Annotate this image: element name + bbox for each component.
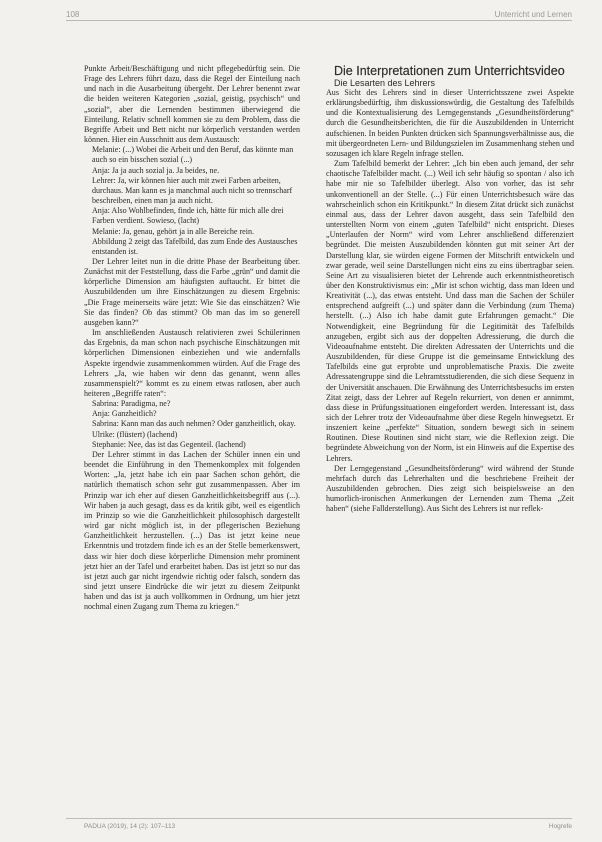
journal-citation: PADUA (2019), 14 (2): 107–113	[84, 823, 176, 830]
subsection-heading: Die Lesarten des Lehrers	[334, 78, 436, 88]
left-column	[84, 64, 300, 612]
dialogue-line: Abbildung 2 zeigt das Tafelbild, das zum Ende des Austausches entstanden ist.	[92, 236, 298, 256]
header-rule	[66, 20, 572, 21]
body-paragraph: Punkte Arbeit/Beschäftigung und nicht pflegebedürftig sein. Die Frage des Lehrers führt dazu, dass die Regel der Einteilung nach und nach in die Ausarbeitung übergeht. Der Lehrer benennt zwar die beiden weiteren Kategorien „sozial, geistig, psychisch“ und „sozial“, aber die Lernenden bestimmen überwiegend die Einteilung. Relativ schnell kommen sie zu dem Problem, dass die Begriffe Arbeit und Bett nicht nur körperlich verstanden werden können. Hier ein Ausschnitt aus dem Austausch:	[84, 64, 300, 145]
body-paragraph: Im anschließenden Austausch relativieren zwei Schülerinnen das Ergebnis, da man schon nach psychische Einschätzungen mit körperlichen Dimensionen einbeziehen und wie andernfalls Aspekte irgendwie zusammenkommen würden. Auf die Frage des Lehrers „Ja, wie haben wir denn das genannt, wenn alles zusammenspielt?“ kommt es zu einem etwas ratlosen, aber auch heiteren „Begriffe raten“:	[84, 328, 300, 398]
dialogue-line: Sabrina: Kann man das auch nehmen? Oder ganzheitlich, okay.	[92, 419, 296, 429]
body-paragraph: Der Lehrer leitet nun in die dritte Phase der Bearbeitung über. Zunächst mit der Feststellung, dass die Farbe „grün“ und damit die körperliche Dimension am häufigsten auftaucht. Er bittet die Auszubildenden um ihre Einschätzungen zu diesem Ergebnis: „Die Frage meinerseits wäre jetzt: Wie Sie das einschätzen? Wie Sie das finden? Ob das stimmt? Ob man das im so generell ausgeben kann?“	[84, 256, 300, 327]
body-paragraph: Der Lehrer stimmt in das Lachen der Schüler innen ein und beendet die Einführung in den Themenkomplex mit folgenden Worten: „Ja, jetzt habe ich ein paar Sachen schon gehört, die natürlich thematisch schon sehr gut zusammenpassen. Aber im Prinzip war ich eher auf diesen Ganzheitlichkeitsbegriff aus (...). Wir haben ja auch gesagt, dass es da kritik gibt, weil es eigentlich im Prinzip so wie die Ganzheitlichkeit philosophisch dargestellt wird gar nicht möglich ist, in der pflegerischen Beziehung Ganzheitlichkeit herzustellen. (...) Das ist jetzt keine neue Erkenntnis und trotzdem finde ich es an der Stelle bemerkenswert, dass wir hier doch diese körperliche Dimension mehr prominent jetzt hier an der Tafel und erarbeitet haben. Das ist jetzt so nur das ist jetzt auch gar nicht irgendwie richtig oder falsch, sondern das sind jetzt unsere Eindrücke die wir jetzt zu diesem Zeitpunkt haben und das ist ja auch vollkommen in Ordnung, um hier jetzt nochmal einen Zugang zum Thema zu kriegen.“	[84, 449, 300, 612]
dialogue-line: Anja: Also Wohlbefinden, finde ich, hätte für mich alle drei Farben verdient. Sowieso, (lacht)	[92, 206, 284, 226]
dialogue-line: Stephanie: Nee, das ist das Gegenteil. (lachend)	[92, 439, 246, 449]
publisher-name: Hogrefe	[548, 823, 572, 830]
dialogue-line: Sabrina: Paradigma, ne?	[92, 399, 171, 409]
dialogue-line: Melanie: Ja, genau, gehört ja in alle Bereiche rein.	[92, 226, 254, 236]
body-paragraph: Aus Sicht des Lehrers sind in dieser Unterrichtsszene zwei Aspekte erklärungsbedürftig, ihm diskussionswürdig, die Gestaltung des Tafelbilds und die Kontextualisierung des Lerngegenstands „Gesundheitsförderung“ durch die Gesundheitsberichten, die für die Auszubildenden in Unterricht aufschienen. In beiden Punkten drücken sich Spannungsverhältnisse aus, die mit übergeordneten Lern- und Bildungszielen im Zusammenhang stehen und sozusagen ich klare Regeln infrage stellen.	[326, 88, 574, 158]
dialogue-line: Ulrike: (flüstert) (lachend)	[92, 429, 178, 439]
page-number: 108	[66, 10, 80, 19]
section-title: Unterricht und Lernen	[494, 10, 572, 19]
dialogue-line: Anja: Ganzheitlich?	[92, 409, 157, 419]
dialogue-line: Melanie: (...) Wobei die Arbeit und den Beruf, das könnte man auch so ein bisschen sozial (...)	[92, 145, 294, 165]
dialogue-line: Lehrer: Ja, wir können hier auch mit zwei Farben arbeiten, durchaus. Man kann es ja manchmal auch nicht so trennscharf beschreiben, einen man ja auch nicht.	[92, 175, 293, 206]
body-paragraph: Der Lerngegenstand „Gesundheitsförderung“ wird während der Stunde mehrfach durch das Lehrerhalten und die beschriebene Freiheit der Auszubildenden gebrochen. Dies zeigt sich beispielsweise an den humorlich-ironischen Anmerkungen der Lernenden zum Thema „Zeit haben“ (siehe Fallderstellung). Aus Sicht des Lehrers ist nur reflek-	[326, 463, 574, 514]
section-heading: Die Interpretationen zum Unterrichtsvideo	[334, 64, 565, 78]
footer-rule	[66, 818, 572, 819]
dialogue-line: Anja: Ja ja auch sozial ja. Ja beides, ne.	[92, 165, 220, 175]
body-paragraph: Zum Tafelbild bemerkt der Lehrer: „Ich bin eben auch jemand, der sehr chaotische Tafelbilder macht. (...) Weil ich sehr häufig so spontan / also ich habe mir nie so Tafelbilder überlegt. Also von vorher, das ist sehr unkonventionell an der Stelle. (...) Für einen Unterrichtsbesuch wäre das wahrscheinlich schon ein Kritikpunkt.“ In diesem Zitat drückt sich zunächst einmal aus, dass der Lehrer davon ausgeht, dass sein Tafelbild den unterstellten Norm von einem „guten Tafelbild“ nicht entspricht. Dieses „Unterlaufen der Norm“ wird vom Lehrer anschließend differenziert begründet. Die meisten Auszubildenden könnten gut mit seiner Art der Darstellung klar, sie würden eigene Formen der Mitschrift entwickeln und zwar gerade, weil seine Darstellungen nicht eins zu eins übertragbar seien. Seine Art zu visualisieren bietet der Lehrende auch erkenntnistheoretisch über den Konstruktivismus ein: „Mir ist schon wichtig, dass man Ideen und Kreativität (...), das etwas entsteht. Und dass man die Sachen der Schüler entsprechend aufgreift (...) und später dann die Verbindung (zum Thema) herstellt. (...) Also ich habe damit gute Erfahrungen gemacht.“ Die Notwendigkeit, eine Begründung für die Legitimität des Tafelbilds anzugeben, ergibt sich aus der doppelten Adressierung, die durch die Videoaufnahme entsteht. Die direkten Adressaten der Unterrichts und die Auszubildenden, für diese Gruppe ist die gemeinsame Entwicklung des Tafelbilds eine gut erprobte und unproblematische Praxis. Die zweite Adressatengruppe sind die Lehramtsstudierenden, die sich diese Sequenz in der Universität anschauen. Die Erwähnung des Unterrichtsbesuchs im ersten Zitat zeigt, dass der Lehrer auf Regeln rekurriert, von denen er annimmt, dass diese in Prüfungssituationen eingefordert werden. Interessant ist, dass sich der Lehrer trotz der Videoaufnahme über diese Regeln hinwegsetzt. Er inszeniert keine „perfekte“ Situation, sondern bewegt sich in seinem Routinen. Diese Routinen sind nicht starr, wie die Reflexion zeigt. Die begründete Abweichung von der Norm, ist ein Hinweis auf die Expertise des Lehrers.	[326, 159, 574, 463]
right-column-body	[326, 88, 574, 515]
footer	[84, 823, 572, 833]
right-column	[326, 64, 574, 515]
